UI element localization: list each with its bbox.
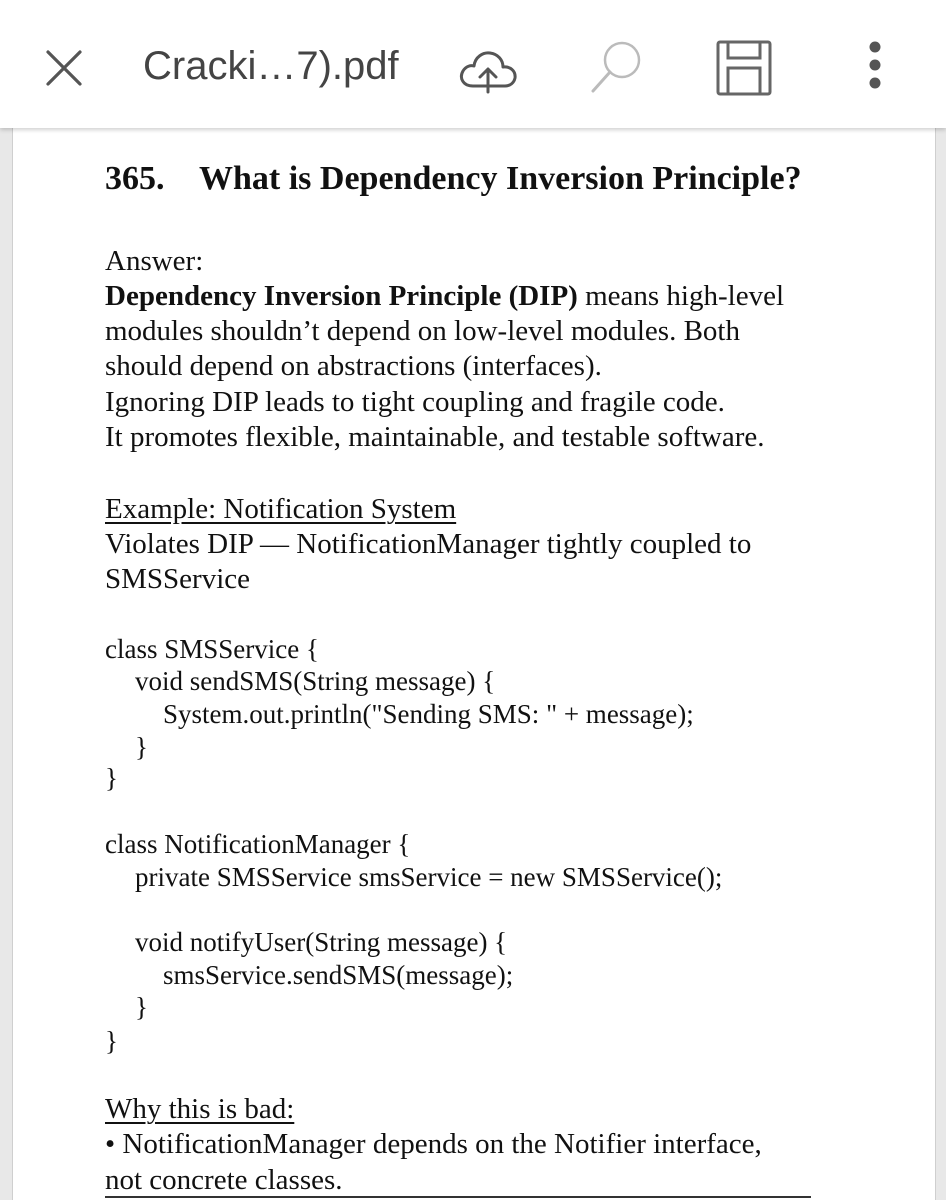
code-line: void notifyUser(String message) { — [135, 927, 508, 957]
code-line: System.out.println("Sending SMS: " + message); — [163, 699, 694, 729]
save-icon[interactable] — [712, 36, 776, 100]
question-heading — [105, 161, 802, 197]
code-line: private SMSService smsService = new SMSService(); — [135, 862, 723, 892]
code-line: } — [105, 1026, 118, 1056]
violates-line-2: SMSService — [105, 563, 250, 595]
definition-text: means high-level — [577, 280, 785, 312]
search-icon[interactable] — [586, 36, 648, 98]
question-number: 365. — [105, 160, 165, 197]
promotes-line: It promotes flexible, maintainable, and testable software. — [105, 421, 765, 453]
code-line: } — [135, 732, 148, 762]
example-heading: Example: Notification System — [105, 493, 457, 525]
ignoring-line: Ignoring DIP leads to tight coupling and fragile code. — [105, 386, 725, 418]
code-line: } — [105, 763, 118, 793]
code-line: class SMSService { — [105, 634, 319, 664]
answer-label: Answer: — [105, 245, 204, 277]
code-line: void sendSMS(String message) { — [135, 666, 496, 696]
why-line-2: not concrete classes. — [105, 1164, 343, 1196]
code-line: smsService.sendSMS(message); — [163, 960, 514, 990]
top-toolbar — [0, 0, 946, 128]
violates-line-1: Violates DIP — NotificationManager tightly coupled to — [105, 528, 752, 560]
definition-term: Dependency Inversion Principle (DIP) — [105, 280, 578, 312]
more-vertical-icon[interactable] — [855, 36, 895, 100]
pdf-page — [12, 128, 936, 1200]
why-line-1: • NotificationManager depends on the Notifier interface, — [105, 1128, 762, 1160]
code-line: } — [135, 992, 148, 1022]
definition-line-3: should depend on abstractions (interfaces). — [105, 350, 602, 382]
divider — [105, 1196, 811, 1198]
definition-line-2: modules shouldn’t depend on low-level modules. Both — [105, 315, 740, 347]
cloud-upload-icon[interactable] — [455, 40, 521, 100]
close-icon[interactable] — [38, 42, 90, 94]
document-title: Cracki…7).pdf — [143, 44, 399, 88]
code-line: class NotificationManager { — [105, 829, 411, 859]
question-title: What is Dependency Inversion Principle? — [199, 160, 802, 197]
definition-line — [105, 278, 784, 314]
why-heading: Why this is bad: — [105, 1093, 295, 1125]
